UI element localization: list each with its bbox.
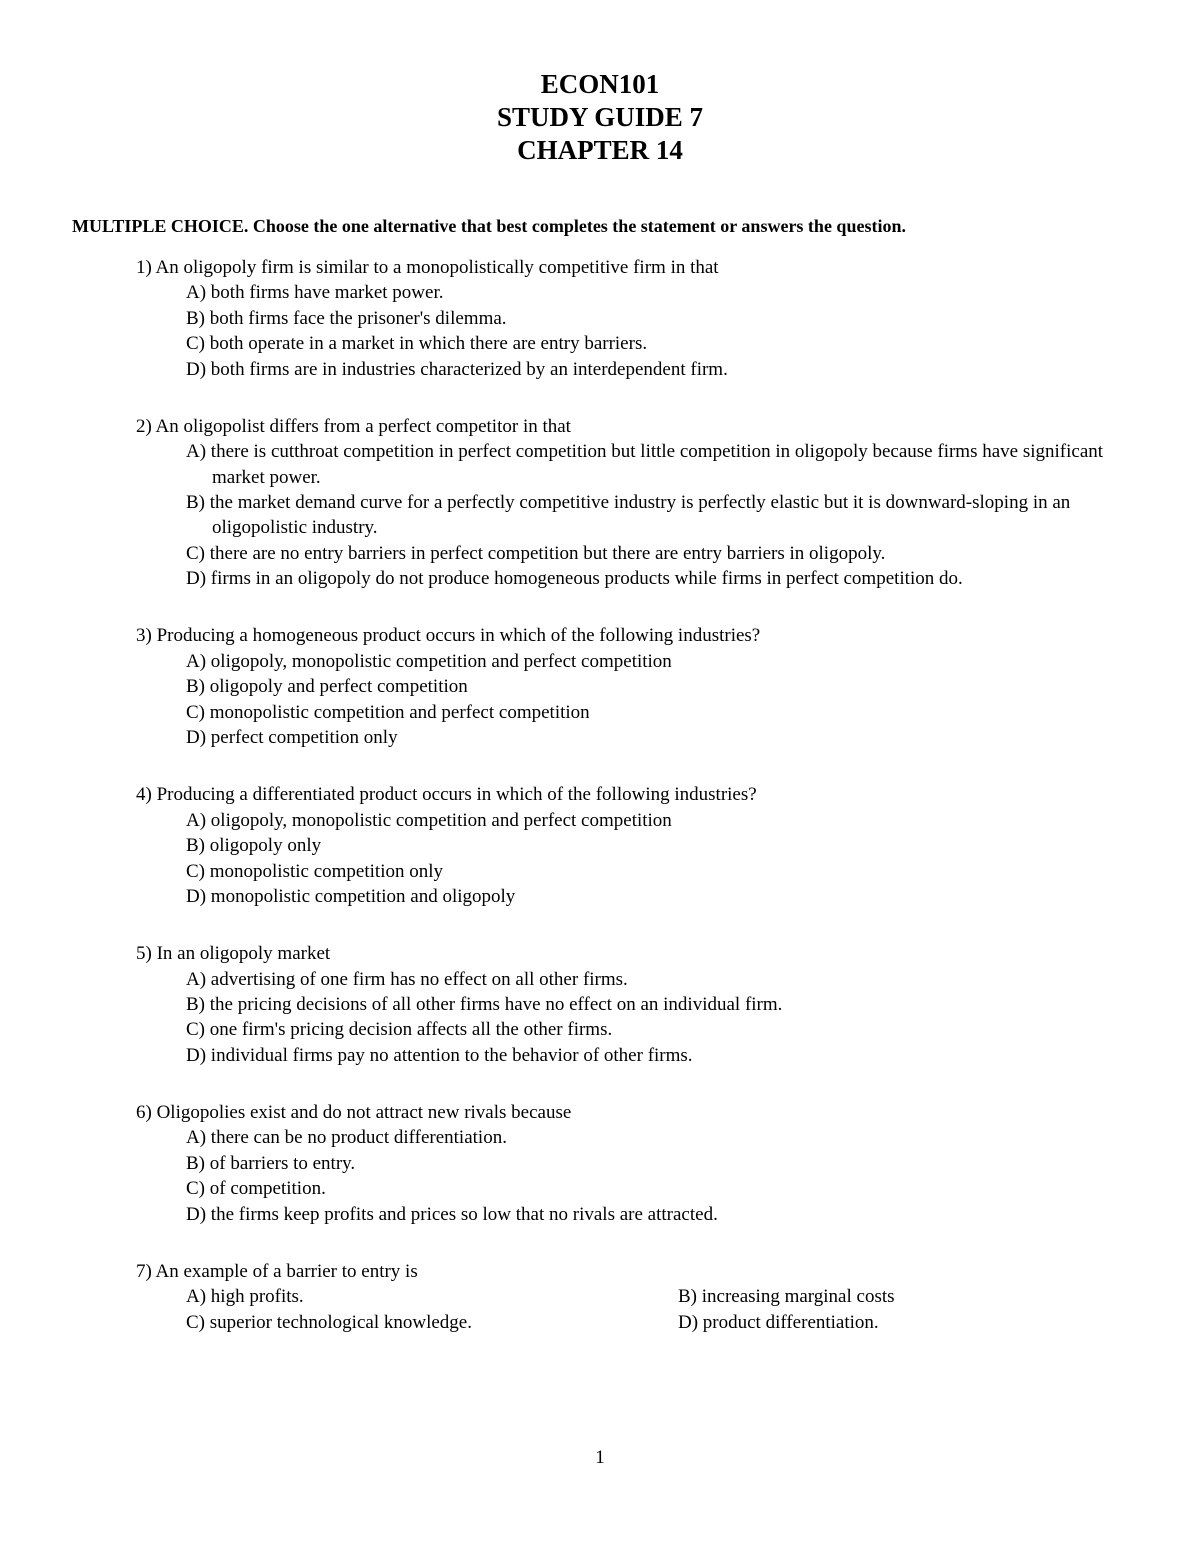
question-5	[136, 941, 1116, 1068]
choice-d: D) individual firms pay no attention to the behavior of other firms.	[186, 1044, 693, 1066]
instructions: MULTIPLE CHOICE. Choose the one alternative that best completes the statement or answers the question.	[72, 216, 906, 236]
question-7	[136, 1259, 1116, 1335]
choice-grid	[136, 1284, 1116, 1335]
choice-a: A) high profits.	[186, 1286, 304, 1308]
question-4	[136, 782, 1116, 909]
choice-d: D) product differentiation.	[678, 1311, 879, 1333]
choice-c: C) there are no entry barriers in perfect competition but there are entry barriers in oligopoly.	[186, 542, 886, 564]
document-header	[0, 68, 1200, 167]
question-2	[136, 414, 1116, 592]
choice-d: D) the firms keep profits and prices so low that no rivals are attracted.	[186, 1203, 718, 1225]
question-6	[136, 1100, 1116, 1227]
choice-d: D) firms in an oligopoly do not produce homogeneous products while firms in perfect competition do.	[186, 568, 963, 590]
choice-c: C) monopolistic competition only	[186, 860, 444, 882]
choice-b: B) of barriers to entry.	[186, 1152, 356, 1174]
choice-a: A) there can be no product differentiation.	[186, 1127, 507, 1149]
question-1	[136, 255, 1116, 382]
question-list	[136, 255, 1116, 1367]
choice-c: C) both operate in a market in which there are entry barriers.	[186, 333, 648, 355]
choice-a: A) advertising of one firm has no effect on all other firms.	[186, 968, 628, 990]
question-stem: 5) In an oligopoly market	[136, 943, 331, 965]
choice-a: A) oligopoly, monopolistic competition and perfect competition	[186, 650, 672, 672]
choice-b: B) oligopoly and perfect competition	[186, 676, 468, 698]
choice-d: D) monopolistic competition and oligopoly	[186, 885, 516, 907]
choice-a: A) there is cutthroat competition in perfect competition but little competition in oligopoly because firms have significant market power.	[186, 441, 1104, 488]
choice-c: C) one firm's pricing decision affects all the other firms.	[186, 1019, 613, 1041]
choice-c: C) superior technological knowledge.	[186, 1311, 472, 1333]
choice-c: C) of competition.	[186, 1178, 326, 1200]
question-stem: 1) An oligopoly firm is similar to a monopolistically competitive firm in that	[136, 257, 719, 278]
page-number: 1	[595, 1447, 605, 1468]
choice-b: B) increasing marginal costs	[678, 1286, 895, 1308]
choice-a: A) both firms have market power.	[186, 282, 444, 304]
choice-b: B) oligopoly only	[186, 835, 322, 857]
question-stem: 4) Producing a differentiated product occurs in which of the following industries?	[136, 784, 757, 806]
choice-b: B) both firms face the prisoner's dilemma.	[186, 307, 507, 329]
choice-c: C) monopolistic competition and perfect competition	[186, 701, 590, 723]
chapter-title: CHAPTER 14	[517, 135, 683, 165]
choice-d: D) perfect competition only	[186, 727, 398, 749]
question-3	[136, 623, 1116, 750]
study-guide-title: STUDY GUIDE 7	[496, 102, 704, 132]
question-stem: 2) An oligopolist differs from a perfect competitor in that	[136, 415, 571, 437]
choice-a: A) oligopoly, monopolistic competition and perfect competition	[186, 809, 672, 831]
question-stem: 3) Producing a homogeneous product occurs in which of the following industries?	[136, 625, 761, 647]
question-stem: 7) An example of a barrier to entry is	[136, 1260, 418, 1282]
course-title: ECON101	[540, 69, 660, 99]
question-stem: 6) Oligopolies exist and do not attract new rivals because	[136, 1101, 572, 1123]
choice-b: B) the pricing decisions of all other firms have no effect on an individual firm.	[186, 993, 783, 1015]
choice-d: D) both firms are in industries characterized by an interdependent firm.	[186, 358, 728, 380]
choice-b: B) the market demand curve for a perfectly competitive industry is perfectly elastic but it is downward-sloping in an oligopolistic industry.	[186, 492, 1071, 539]
